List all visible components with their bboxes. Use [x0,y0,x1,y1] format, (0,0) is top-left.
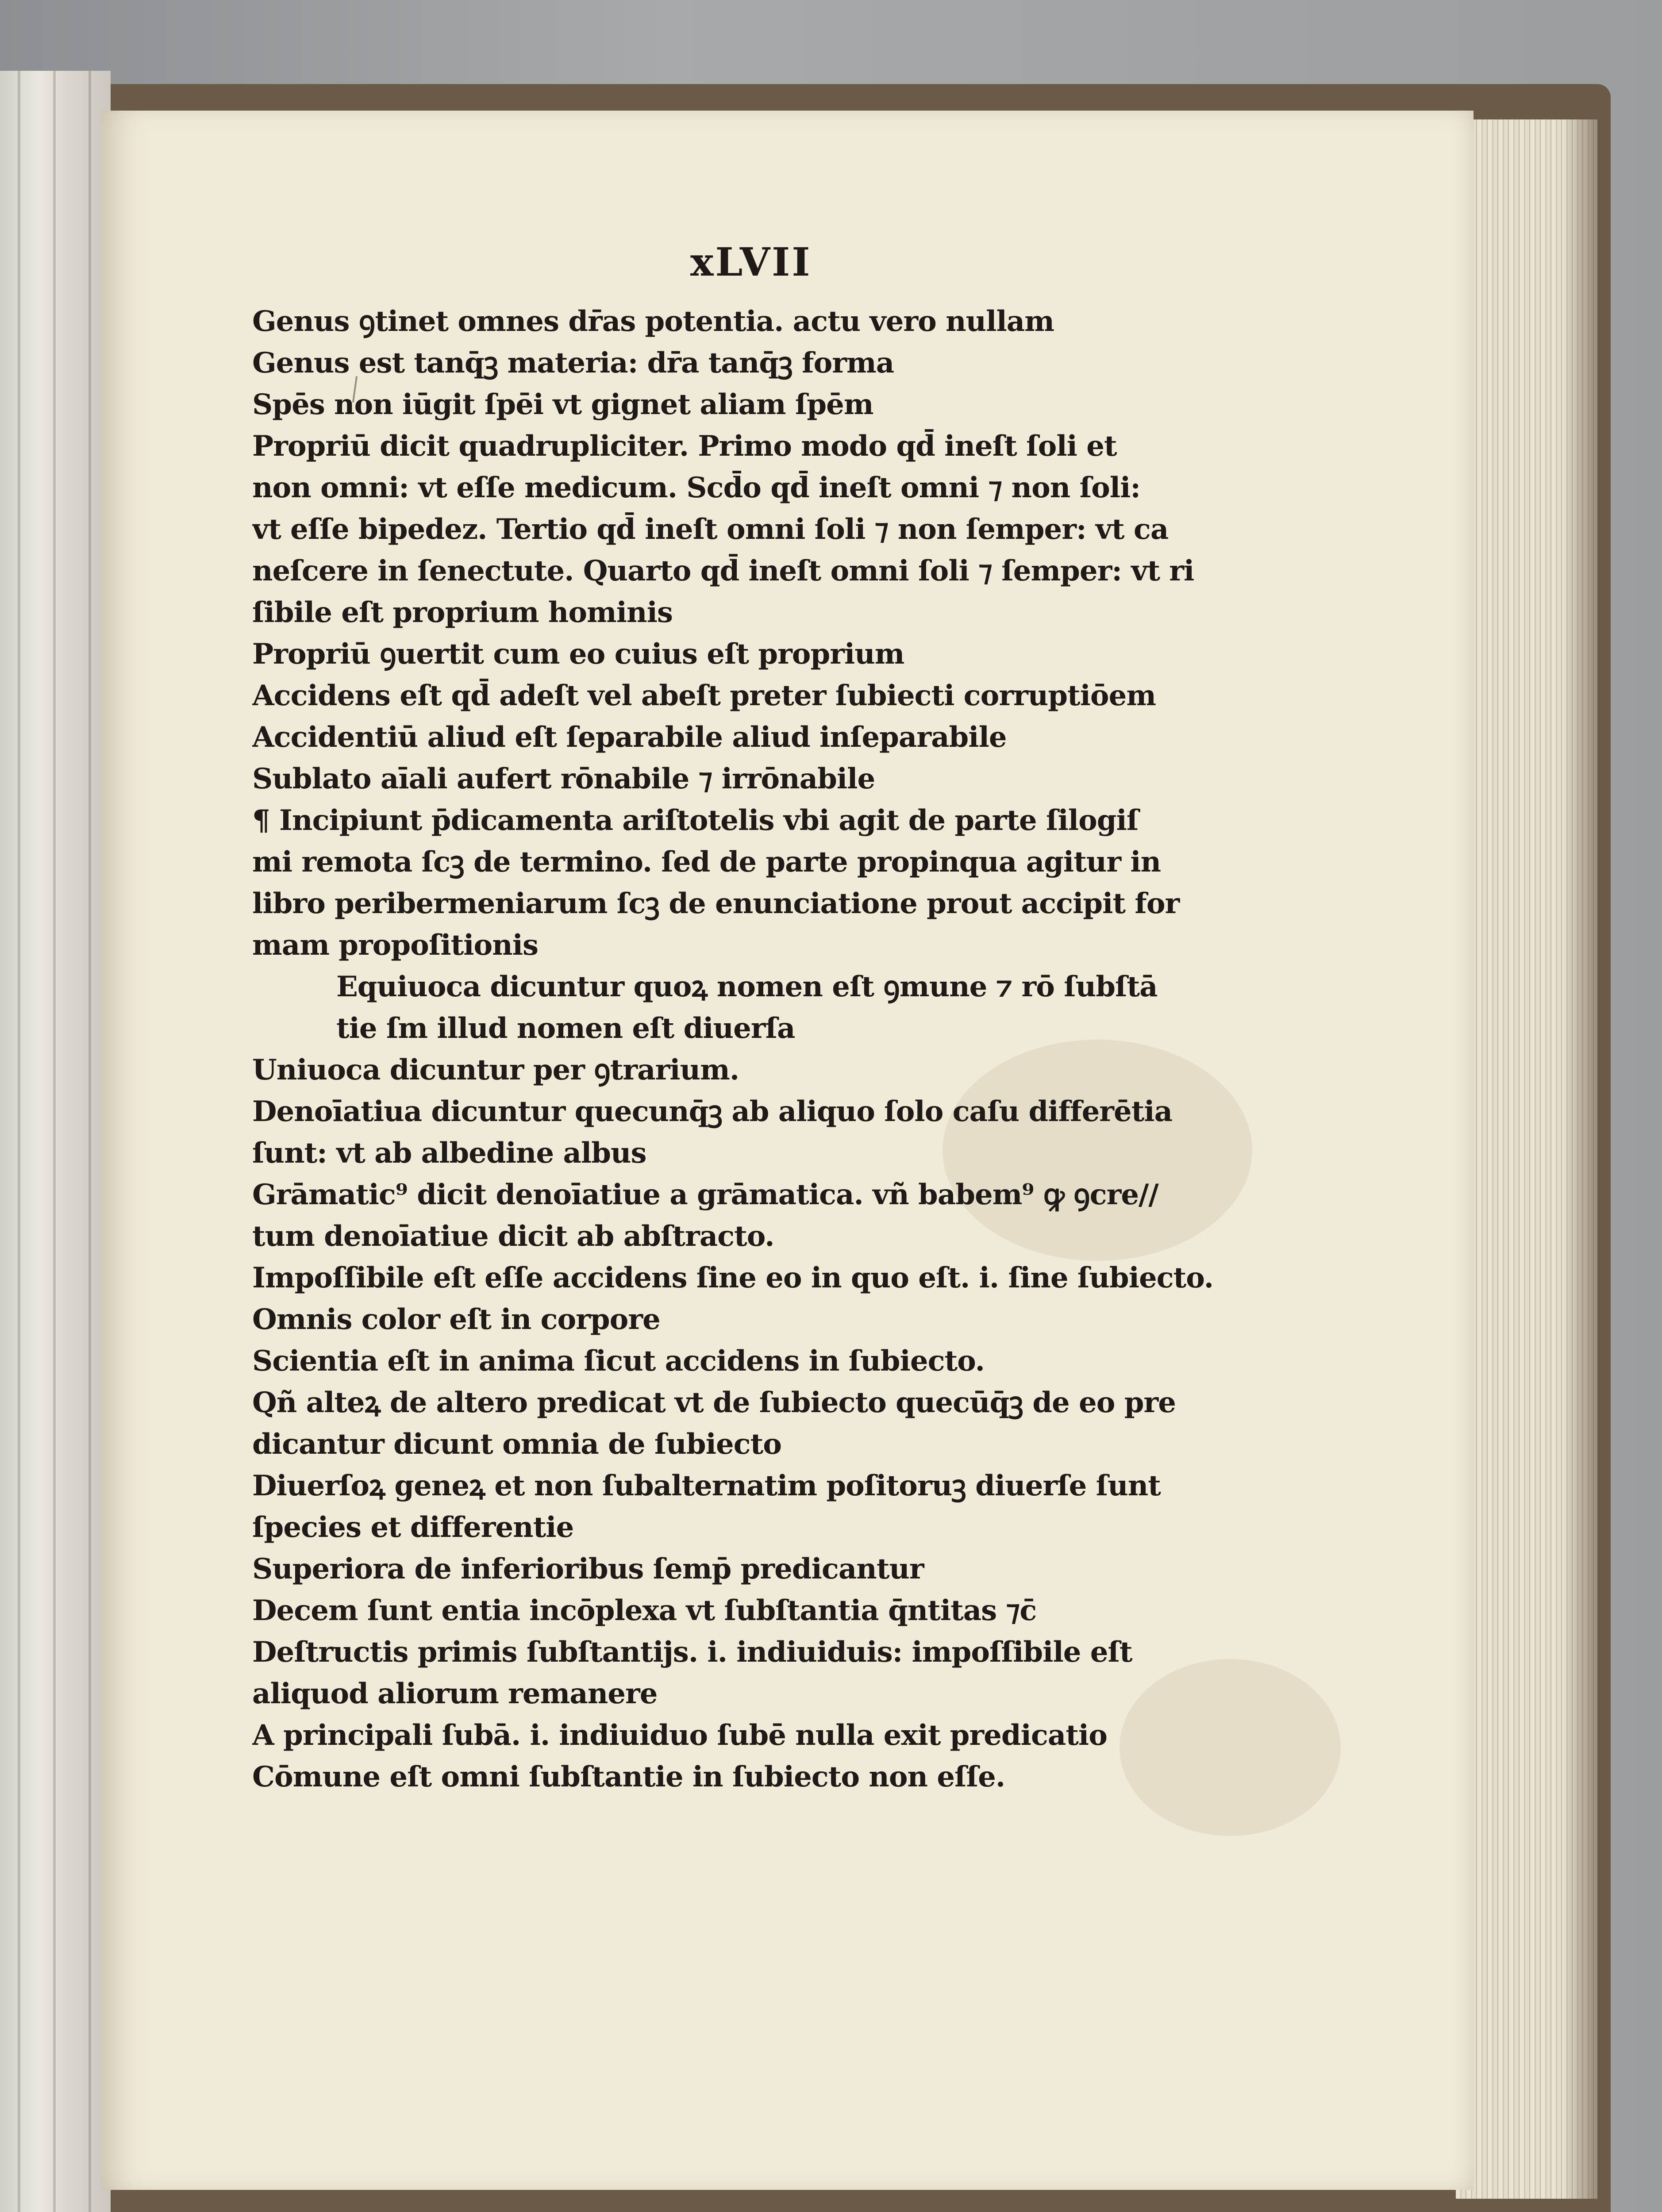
printed-page [102,111,1473,2190]
text-line: Sublato aīali aufert rōnabile ⁊ irrōnabile [252,762,875,795]
leaf-strip [53,71,56,2212]
text-line: tie ſm illud nomen eſt diuerſa [336,1012,795,1045]
text-line: libro peribermeniarum ſcꝫ de enunciatione prout accipit for [252,887,1180,920]
text-line: Grāmatic⁹ dicit denoīatiue a grāmatica. vñ babem⁹ ꝙ ꝯcre// [252,1178,1158,1211]
text-block [252,301,1314,1798]
text-line: Spēs non iūgit ſpēi vt gignet aliam ſpēm [252,388,873,421]
text-line: Cōmune eſt omni ſubſtantie in ſubiecto non eſſe. [252,1760,1005,1793]
text-line: neſcere in ſenectute. Quarto qd̄ ineſt omni ſoli ⁊ ſemper: vt ri [252,554,1194,588]
page-folio: xLVII [690,239,812,285]
text-line: Impoſſibile eſt eſſe accidens ſine eo in quo eſt. i. ſine ſubiecto. [252,1261,1214,1294]
text-line: Propriū dicit quadrupliciter. Primo modo qd̄ ineſt ſoli et [252,430,1117,463]
text-line: Qñ alteꝝ de altero predicat vt de ſubiecto quecūq̄ꝫ de eo pre [252,1386,1176,1419]
text-line: Denoīatiua dicuntur quecunq̄ꝫ ab aliquo ſolo caſu differētia [252,1095,1173,1128]
text-line: Scientia eſt in anima ſicut accidens in ſubiecto. [252,1344,985,1378]
text-line: Accidentiū aliud eſt ſeparabile aliud inſeparabile [252,721,1007,754]
text-line: Uniuoca dicuntur per ꝯtrarium. [252,1053,739,1087]
text-line: dicantur dicunt omnia de ſubiecto [252,1428,781,1461]
previous-leaves-edge [0,71,111,2212]
text-line: Genus est tanq̄ꝫ materia: dr̄a tanq̄ꝫ forma [252,346,894,380]
leaf-strip [18,71,20,2212]
text-line: Omnis color eſt in corpore [252,1303,660,1336]
text-line: ſpecies et differentie [252,1511,574,1544]
leaf-strip [88,71,91,2212]
text-line: non omni: vt eſſe medicum. Scd̄o qd̄ ineſt omni ⁊ non ſoli: [252,471,1141,504]
text-line: mi remota ſcꝫ de termino. ſed de parte propinqua agitur in [252,845,1161,879]
text-line: Deſtructis primis ſubſtantijs. i. indiuiduis: impoſſibile eſt [252,1636,1132,1669]
text-line: Propriū ꝯuertit cum eo cuius eſt proprium [252,637,904,671]
text-line: ſibile eſt proprium hominis [252,596,673,629]
text-line: Genus ꝯtinet omnes dr̄as potentia. actu vero nullam [252,305,1054,338]
text-line: Decem ſunt entia incōplexa vt ſubſtantia q̄ntitas ⁊c̄ [252,1594,1037,1627]
following-leaves-edge [1456,119,1597,2199]
text-line: aliquod aliorum remanere [252,1677,658,1710]
edge-shadow [1562,119,1597,2199]
text-line: ſunt: vt ab albedine albus [252,1137,646,1170]
text-line: ¶ Incipiunt p̄dicamenta ariſtotelis vbi agit de parte ſilogiſ [252,804,1139,837]
text-line: tum denoīatiue dicit ab abſtracto. [252,1220,774,1253]
text-line: Accidens eſt qd̄ adeſt vel abeſt preter ſubiecti corruptiōem [252,679,1156,712]
text-line: Superiora de inferioribus ſemp̄ predicantur [252,1552,924,1586]
text-line: vt eſſe bipedez. Tertio qd̄ ineſt omni ſoli ⁊ non ſemper: vt ca [252,513,1169,546]
text-line: Equiuoca dicuntur quoꝝ nomen eſt ꝯmune ⁊ rō ſubſtā [336,970,1158,1003]
text-line: Diuerſoꝝ geneꝝ et non ſubalternatim poſitoruꝫ diuerſe ſunt [252,1469,1161,1502]
text-line: mam propoſitionis [252,929,539,962]
text-line: A principali ſubā. i. indiuiduo ſubē nulla exit predicatio [252,1719,1107,1752]
